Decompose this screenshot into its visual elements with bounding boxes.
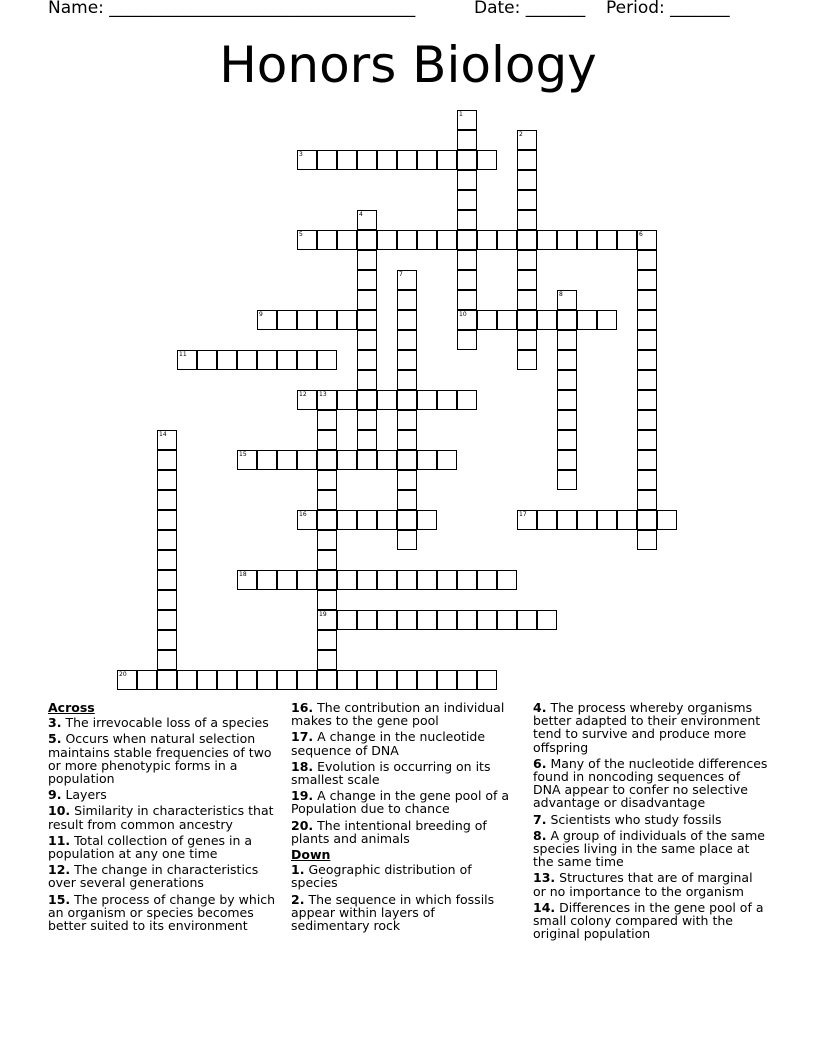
crossword-cell[interactable] — [397, 530, 417, 550]
crossword-cell[interactable] — [557, 350, 577, 370]
crossword-cell[interactable] — [277, 350, 297, 370]
crossword-cell[interactable] — [657, 510, 677, 530]
crossword-cell[interactable] — [457, 290, 477, 310]
crossword-cell[interactable] — [557, 470, 577, 490]
crossword-cell[interactable] — [477, 570, 497, 590]
crossword-cell[interactable] — [497, 230, 517, 250]
crossword-cell[interactable] — [337, 390, 357, 410]
crossword-cell[interactable] — [517, 230, 537, 250]
crossword-cell[interactable] — [437, 570, 457, 590]
crossword-cell[interactable] — [277, 310, 297, 330]
crossword-cell[interactable] — [277, 450, 297, 470]
period-field[interactable]: Period: _______ — [606, 0, 730, 18]
crossword-cell[interactable] — [637, 510, 657, 530]
crossword-cell[interactable] — [397, 610, 417, 630]
crossword-cell[interactable] — [397, 230, 417, 250]
clue-number: 20 — [119, 671, 127, 678]
crossword-cell[interactable] — [297, 510, 317, 530]
crossword-cell[interactable] — [157, 550, 177, 570]
crossword-cell[interactable] — [397, 410, 417, 430]
crossword-cell[interactable] — [457, 170, 477, 190]
crossword-cell[interactable] — [417, 150, 437, 170]
crossword-cell[interactable] — [117, 670, 137, 690]
clue-across-5: 5. Occurs when natural selection maintains stable frequencies of two or more phenotypic forms in a population — [48, 731, 272, 787]
crossword-cell[interactable] — [217, 350, 237, 370]
crossword-cell[interactable] — [357, 570, 377, 590]
crossword-cell[interactable] — [157, 450, 177, 470]
crossword-cell[interactable] — [397, 470, 417, 490]
crossword-cell[interactable] — [517, 510, 537, 530]
crossword-cell[interactable] — [357, 670, 377, 690]
crossword-cell[interactable] — [397, 270, 417, 290]
crossword-cell[interactable] — [397, 490, 417, 510]
crossword-cell[interactable] — [577, 310, 597, 330]
crossword-cell[interactable] — [457, 670, 477, 690]
crossword-cell[interactable] — [357, 310, 377, 330]
crossword-cell[interactable] — [417, 510, 437, 530]
crossword-cell[interactable] — [397, 510, 417, 530]
crossword-cell[interactable] — [417, 570, 437, 590]
crossword-cell[interactable] — [197, 350, 217, 370]
crossword-cell[interactable] — [317, 470, 337, 490]
crossword-cell[interactable] — [437, 610, 457, 630]
name-field[interactable]: Name: ____________________________________ — [48, 0, 416, 18]
crossword-cell[interactable] — [317, 350, 337, 370]
crossword-cell[interactable] — [397, 390, 417, 410]
crossword-cell[interactable] — [317, 510, 337, 530]
crossword-cell[interactable] — [257, 450, 277, 470]
crossword-cell[interactable] — [417, 450, 437, 470]
crossword-cell[interactable] — [457, 130, 477, 150]
crossword-cell[interactable] — [637, 410, 657, 430]
clue-down-2: 2. The sequence in which fossils appear within layers of sedimentary rock — [291, 891, 495, 934]
crossword-cell[interactable] — [637, 370, 657, 390]
crossword-cell[interactable] — [397, 350, 417, 370]
crossword-cell[interactable] — [637, 310, 657, 330]
crossword-cell[interactable] — [317, 570, 337, 590]
crossword-cell[interactable] — [157, 510, 177, 530]
clues-column-1 — [48, 701, 286, 935]
crossword-cell[interactable] — [337, 230, 357, 250]
clue-across-17: 17. A change in the nucleotide sequence of DNA — [291, 729, 486, 758]
crossword-cell[interactable] — [557, 390, 577, 410]
crossword-cell[interactable] — [557, 230, 577, 250]
crossword-cell[interactable] — [437, 230, 457, 250]
crossword-cell[interactable] — [317, 490, 337, 510]
crossword-cell[interactable] — [557, 510, 577, 530]
crossword-cell[interactable] — [317, 450, 337, 470]
crossword-cell[interactable] — [317, 430, 337, 450]
clue-number: 1 — [459, 111, 463, 118]
clue-number: 14 — [159, 431, 167, 438]
crossword-cell[interactable] — [517, 150, 537, 170]
crossword-cell[interactable] — [517, 210, 537, 230]
crossword-cell[interactable] — [297, 350, 317, 370]
clue-number: 10 — [459, 311, 467, 318]
crossword-cell[interactable] — [557, 410, 577, 430]
crossword-cell[interactable] — [397, 670, 417, 690]
crossword-cell[interactable] — [257, 670, 277, 690]
crossword-cell[interactable] — [257, 350, 277, 370]
crossword-cell[interactable] — [417, 230, 437, 250]
crossword-cell[interactable] — [297, 450, 317, 470]
crossword-cell[interactable] — [157, 570, 177, 590]
crossword-cell[interactable] — [597, 310, 617, 330]
crossword-cell[interactable] — [557, 310, 577, 330]
crossword-cell[interactable] — [517, 270, 537, 290]
crossword-cell[interactable] — [197, 670, 217, 690]
crossword-cell[interactable] — [557, 450, 577, 470]
crossword-cell[interactable] — [137, 670, 157, 690]
crossword-cell[interactable] — [557, 330, 577, 350]
crossword-cell[interactable] — [317, 410, 337, 430]
crossword-cell[interactable] — [457, 190, 477, 210]
crossword-cell[interactable] — [577, 230, 597, 250]
clue-number: 9 — [259, 311, 263, 318]
clue-across-18: 18. Evolution is occurring on its smallest scale — [291, 758, 491, 788]
clues-column-2 — [291, 701, 513, 935]
crossword-cell[interactable] — [157, 470, 177, 490]
crossword-cell[interactable] — [357, 250, 377, 270]
clues-column-3 — [533, 701, 769, 943]
crossword-cell[interactable] — [457, 310, 477, 330]
clue-number: 7 — [399, 271, 403, 278]
crossword-cell[interactable] — [317, 310, 337, 330]
crossword-cell[interactable] — [437, 670, 457, 690]
clue-number: 13 — [319, 391, 327, 398]
crossword-cell[interactable] — [637, 490, 657, 510]
crossword-cell[interactable] — [257, 310, 277, 330]
crossword-cell[interactable] — [557, 290, 577, 310]
crossword-cell[interactable] — [297, 670, 317, 690]
crossword-cell[interactable] — [457, 150, 477, 170]
crossword-cell[interactable] — [637, 250, 657, 270]
crossword-cell[interactable] — [517, 170, 537, 190]
clue-number: 4 — [359, 211, 363, 218]
crossword-cell[interactable] — [537, 510, 557, 530]
crossword-cell[interactable] — [537, 610, 557, 630]
crossword-cell[interactable] — [317, 650, 337, 670]
crossword-cell[interactable] — [157, 530, 177, 550]
crossword-cell[interactable] — [397, 450, 417, 470]
page-title: Honors Biology — [219, 36, 597, 94]
clue-down-7: 7. Scientists who study fossils — [533, 811, 722, 827]
crossword-cell[interactable] — [397, 430, 417, 450]
clue-number: 8 — [559, 291, 563, 298]
down-heading: Down — [291, 847, 331, 863]
crossword-cell[interactable] — [517, 310, 537, 330]
crossword-cell[interactable] — [177, 350, 197, 370]
crossword-cell[interactable] — [457, 110, 477, 130]
crossword-cell[interactable] — [157, 590, 177, 610]
crossword-cell[interactable] — [617, 230, 637, 250]
crossword-cell[interactable] — [517, 330, 537, 350]
crossword-cell[interactable] — [617, 510, 637, 530]
crossword-cell[interactable] — [457, 230, 477, 250]
crossword-cell[interactable] — [377, 150, 397, 170]
crossword-cell[interactable] — [457, 270, 477, 290]
crossword-cell[interactable] — [357, 610, 377, 630]
clue-number: 11 — [179, 351, 187, 358]
crossword-cell[interactable] — [477, 610, 497, 630]
crossword-cell[interactable] — [417, 390, 437, 410]
crossword-cell[interactable] — [597, 510, 617, 530]
crossword-cell[interactable] — [597, 230, 617, 250]
crossword-cell[interactable] — [457, 610, 477, 630]
crossword-cell[interactable] — [157, 650, 177, 670]
crossword-cell[interactable] — [477, 310, 497, 330]
crossword-cell[interactable] — [377, 230, 397, 250]
crossword-cell[interactable] — [437, 450, 457, 470]
crossword-cell[interactable] — [297, 310, 317, 330]
crossword-cell[interactable] — [637, 230, 657, 250]
crossword-cell[interactable] — [237, 670, 257, 690]
across-heading: Across — [48, 700, 95, 715]
crossword-cell[interactable] — [317, 150, 337, 170]
crossword-cell[interactable] — [237, 350, 257, 370]
date-field[interactable]: Date: _______ — [474, 0, 586, 18]
crossword-cell[interactable] — [637, 390, 657, 410]
crossword-cell[interactable] — [317, 390, 337, 410]
clue-number: 19 — [319, 611, 327, 618]
clue-number: 3 — [299, 151, 303, 158]
crossword-cell[interactable] — [377, 510, 397, 530]
crossword-cell[interactable] — [157, 490, 177, 510]
crossword-cell[interactable] — [297, 570, 317, 590]
crossword-cell[interactable] — [517, 190, 537, 210]
crossword-cell[interactable] — [477, 150, 497, 170]
crossword-cell[interactable] — [557, 370, 577, 390]
crossword-cell[interactable] — [337, 570, 357, 590]
crossword-cell[interactable] — [437, 150, 457, 170]
clue-down-4: 4. The process whereby organisms better adapted to their environment tend to survive and produce more offspring — [533, 700, 761, 755]
crossword-cell[interactable] — [317, 230, 337, 250]
crossword-cell[interactable] — [417, 610, 437, 630]
crossword-cell[interactable] — [497, 610, 517, 630]
clue-number: 17 — [519, 511, 527, 518]
crossword-cell[interactable] — [337, 670, 357, 690]
crossword-cell[interactable] — [357, 430, 377, 450]
clue-down-6: 6. Many of the nucleotide differences found in noncoding sequences of DNA appear to confer no selective advantage or disadvantage — [533, 755, 768, 811]
crossword-cell[interactable] — [457, 390, 477, 410]
clue-number: 2 — [519, 131, 523, 138]
crossword-cell[interactable] — [637, 450, 657, 470]
crossword-cell[interactable] — [517, 130, 537, 150]
crossword-cell[interactable] — [577, 510, 597, 530]
crossword-cell[interactable] — [277, 670, 297, 690]
crossword-cell[interactable] — [357, 510, 377, 530]
clue-across-3: 3. The irrevocable loss of a species — [48, 715, 269, 731]
crossword-cell[interactable] — [237, 570, 257, 590]
crossword-cell[interactable] — [557, 430, 577, 450]
clue-across-16: 16. The contribution an individual makes to the gene pool — [291, 700, 505, 729]
crossword-cell[interactable] — [517, 290, 537, 310]
crossword-cell[interactable] — [317, 630, 337, 650]
crossword-cell[interactable] — [497, 310, 517, 330]
crossword-cell[interactable] — [337, 610, 357, 630]
clue-number: 6 — [639, 231, 643, 238]
crossword-cell[interactable] — [637, 330, 657, 350]
crossword-cell[interactable] — [397, 150, 417, 170]
clue-down-13: 13. Structures that are of marginal or no importance to the organism — [533, 870, 753, 899]
crossword-cell[interactable] — [157, 670, 177, 690]
crossword-cell[interactable] — [177, 670, 197, 690]
crossword-cell[interactable] — [457, 330, 477, 350]
crossword-cell[interactable] — [397, 330, 417, 350]
crossword-cell[interactable] — [517, 250, 537, 270]
crossword-cell[interactable] — [377, 670, 397, 690]
crossword-cell[interactable] — [457, 210, 477, 230]
crossword-cell[interactable] — [637, 530, 657, 550]
crossword-cell[interactable] — [397, 570, 417, 590]
crossword-cell[interactable] — [637, 430, 657, 450]
crossword-cell[interactable] — [517, 350, 537, 370]
crossword-cell[interactable] — [397, 370, 417, 390]
crossword-cell[interactable] — [477, 230, 497, 250]
crossword-cell[interactable] — [337, 450, 357, 470]
crossword-cell[interactable] — [357, 210, 377, 230]
clue-number: 12 — [299, 391, 307, 398]
crossword-cell[interactable] — [357, 290, 377, 310]
crossword-cell[interactable] — [357, 390, 377, 410]
crossword-cell[interactable] — [297, 150, 317, 170]
crossword-cell[interactable] — [357, 410, 377, 430]
clue-across-15: 15. The process of change by which an organism or species becomes better suited to its environment — [48, 891, 276, 934]
crossword-cell[interactable] — [157, 630, 177, 650]
crossword-cell[interactable] — [497, 570, 517, 590]
clue-down-1: 1. Geographic distribution of species — [291, 862, 472, 891]
crossword-cell[interactable] — [317, 550, 337, 570]
crossword-cell[interactable] — [157, 430, 177, 450]
clue-number: 15 — [239, 451, 247, 458]
crossword-cell[interactable] — [337, 510, 357, 530]
crossword-cell[interactable] — [397, 310, 417, 330]
crossword-cell[interactable] — [457, 570, 477, 590]
crossword-cell[interactable] — [517, 610, 537, 630]
crossword-cell[interactable] — [317, 610, 337, 630]
clue-number: 5 — [299, 231, 303, 238]
clue-number: 18 — [239, 571, 247, 578]
crossword-cell[interactable] — [357, 370, 377, 390]
clue-across-19: 19. A change in the gene pool of a Population due to chance — [291, 788, 510, 817]
crossword-cell[interactable] — [417, 670, 437, 690]
crossword-cell[interactable] — [157, 610, 177, 630]
crossword-cell[interactable] — [377, 450, 397, 470]
crossword-cell[interactable] — [377, 570, 397, 590]
clue-down-14: 14. Differences in the gene pool of a small colony compared with the original population — [533, 899, 764, 942]
clue-across-20: 20. The intentional breeding of plants and animals — [291, 817, 487, 846]
crossword-cell[interactable] — [377, 610, 397, 630]
crossword-cell[interactable] — [437, 390, 457, 410]
crossword-cell[interactable] — [337, 310, 357, 330]
clue-across-11: 11. Total collection of genes in a population at any one time — [48, 832, 253, 862]
crossword-cell[interactable] — [637, 270, 657, 290]
crossword-cell[interactable] — [357, 350, 377, 370]
crossword-cell[interactable] — [357, 450, 377, 470]
crossword-cell[interactable] — [297, 390, 317, 410]
crossword-cell[interactable] — [297, 230, 317, 250]
crossword-cell[interactable] — [317, 670, 337, 690]
clue-across-9: 9. Layers — [48, 787, 107, 803]
crossword-cell[interactable] — [357, 330, 377, 350]
crossword-cell[interactable] — [397, 290, 417, 310]
crossword-cell[interactable] — [637, 470, 657, 490]
crossword-cell[interactable] — [457, 250, 477, 270]
crossword-cell[interactable] — [637, 290, 657, 310]
crossword-cell[interactable] — [317, 590, 337, 610]
crossword-cell[interactable] — [357, 150, 377, 170]
crossword-cell[interactable] — [237, 450, 257, 470]
crossword-cell[interactable] — [477, 670, 497, 690]
clue-number: 16 — [299, 511, 307, 518]
crossword-cell[interactable] — [357, 230, 377, 250]
crossword-cell[interactable] — [337, 150, 357, 170]
clue-across-12: 12. The change in characteristics over several generations — [48, 862, 259, 891]
crossword-cell[interactable] — [357, 270, 377, 290]
crossword-cell[interactable] — [537, 310, 557, 330]
crossword-cell[interactable] — [377, 390, 397, 410]
crossword-cell[interactable] — [637, 350, 657, 370]
crossword-cell[interactable] — [217, 670, 237, 690]
crossword-cell[interactable] — [317, 530, 337, 550]
clue-down-8: 8. A group of individuals of the same species living in the same place at the same time — [533, 827, 765, 870]
clue-across-10: 10. Similarity in characteristics that result from common ancestry — [48, 803, 274, 832]
crossword-cell[interactable] — [257, 570, 277, 590]
crossword-cell[interactable] — [277, 570, 297, 590]
crossword-cell[interactable] — [537, 230, 557, 250]
